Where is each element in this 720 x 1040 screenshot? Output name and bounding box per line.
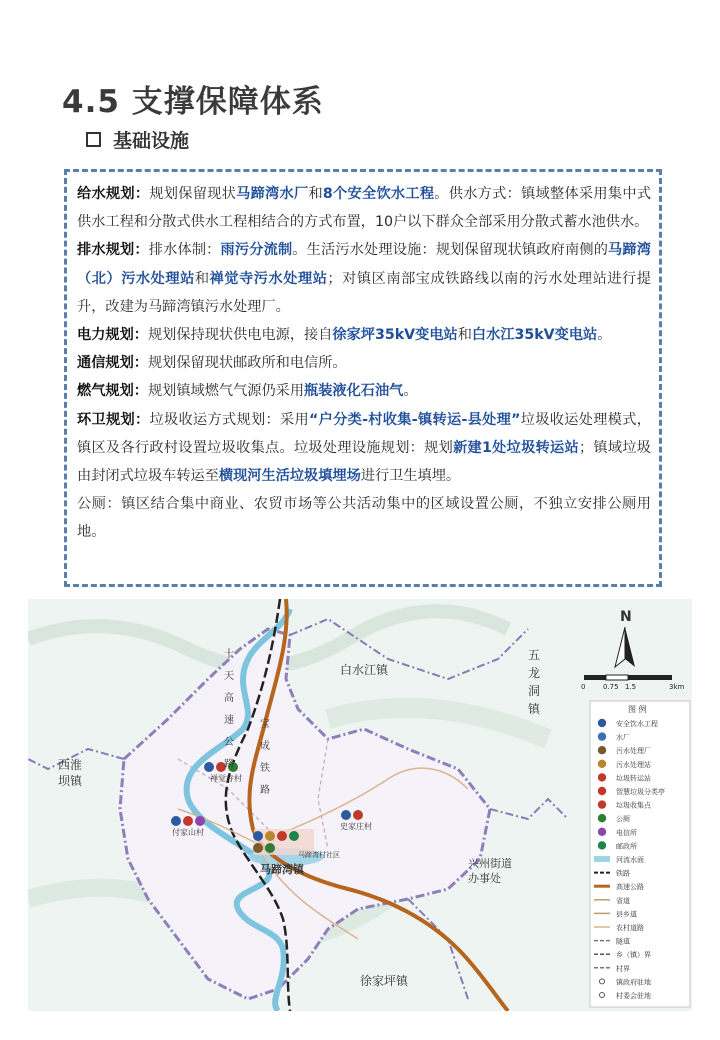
body-text: ；镇域垃圾由封闭式垃圾车转运至: [77, 439, 651, 485]
body-text: 。: [403, 383, 418, 400]
legend-symbol: [598, 773, 606, 781]
scale-tick-label: 0.75: [603, 683, 619, 691]
legend-symbol: [594, 856, 610, 862]
label-matiwan: 马蹄湾镇: [260, 863, 304, 876]
svg-text:龙: 龙: [528, 666, 541, 680]
paragraph-label: 给水规划：: [77, 186, 150, 202]
body-text: 规划镇域燃气气源仍采用: [147, 383, 305, 400]
svg-text:高: 高: [224, 693, 234, 704]
svg-text:宝: 宝: [260, 719, 270, 730]
legend-symbol: [598, 719, 606, 727]
paragraph-toilet: [77, 490, 651, 546]
legend-symbol: [598, 732, 606, 740]
paragraph-label: 环卫规划：: [77, 411, 150, 428]
legend-label: 村委会驻地: [616, 992, 651, 1000]
north-label: N: [620, 609, 632, 625]
paragraph-water: [77, 180, 651, 236]
highlight-text: 横现河生活垃圾填埋场: [218, 468, 361, 485]
infrastructure-map: [28, 599, 692, 1011]
legend-label: 农村道路: [616, 924, 644, 932]
highlight-text: 禅觉寺污水处理站: [209, 270, 328, 287]
legend: [590, 701, 690, 1007]
body-text: 排水体制：: [148, 242, 221, 259]
legend-label: 污水处理厂: [616, 747, 651, 756]
label-xujiaping: 徐家坪镇: [360, 974, 409, 988]
highlight-text: 马蹄湾（北）污水处理站: [77, 242, 651, 287]
label-shijiazhuang: 史家庄村: [340, 822, 372, 831]
infrastructure-text-box: [64, 169, 662, 587]
svg-text:公: 公: [224, 737, 234, 748]
legend-label: 电信所: [616, 828, 637, 837]
label-fujiashan: 付家山村: [172, 828, 204, 837]
legend-label: 安全饮水工程: [616, 720, 658, 728]
legend-label: 垃圾收集点: [616, 801, 651, 810]
svg-text:路: 路: [224, 759, 234, 770]
facility-marker-group-2: [171, 816, 205, 826]
body-text: ；对镇区南部宝成铁路线以南的污水处理站进行提升，改建为马蹄湾镇污水处理厂。: [77, 270, 651, 315]
highlight-text: 8个安全饮水工程: [322, 186, 435, 202]
legend-symbol: [598, 828, 606, 836]
svg-text:速: 速: [224, 715, 234, 726]
paragraph-label: 燃气规划：: [77, 383, 148, 400]
paragraph-drainage: [77, 236, 651, 321]
legend-symbol: [598, 787, 606, 795]
legend-symbol: [598, 814, 606, 822]
label-xihuaiba: 西淮坝镇: [58, 758, 83, 788]
paragraph-sanitation: [77, 406, 651, 491]
scale-tick-label: 3km: [669, 683, 685, 691]
body-text: 和: [194, 270, 210, 287]
svg-text:铁: 铁: [260, 763, 270, 774]
body-text: 和: [457, 327, 472, 344]
svg-text:五: 五: [528, 648, 541, 662]
legend-symbol: [598, 841, 606, 849]
body-text: 垃圾收运处理模式，镇区及各行政村设置垃圾收集点。垃圾处理设施规划：规划: [77, 411, 651, 456]
highlight-text: 徐家坪35kV变电站: [332, 327, 458, 344]
label-baishuijiang: 白水江镇: [340, 663, 389, 677]
body-text: 。生活污水处理设施：规划保留现状镇政府南侧的: [292, 242, 609, 259]
legend-label: 县乡道: [616, 910, 637, 919]
legend-item: [598, 828, 637, 837]
paragraph-telecom: [77, 349, 651, 377]
legend-title: 图 例: [628, 705, 647, 714]
legend-item: [598, 841, 637, 850]
highlight-text: 白水江35kV变电站: [471, 327, 598, 344]
legend-label: 邮政所: [616, 842, 637, 851]
svg-text:路: 路: [260, 785, 270, 796]
paragraph-label: 排水规划：: [77, 242, 149, 259]
body-text: 公厕：镇区结合集中商业、农贸市场等公共活动集中的区域设置公厕，不独立安排公厕用地。: [77, 496, 651, 541]
legend-label: 镇政府驻地: [616, 978, 651, 987]
highlight-text: 雨污分流制: [220, 242, 293, 259]
section-heading: [86, 126, 189, 153]
svg-text:十: 十: [224, 649, 234, 660]
page-title: 4.5 支撑保障体系: [62, 84, 324, 120]
legend-label: 污水处理站: [616, 760, 651, 769]
legend-label: 铁路: [616, 869, 630, 878]
paragraph-gas: [77, 377, 651, 405]
svg-text:天: 天: [224, 671, 234, 682]
scale-tick-label: 0: [581, 683, 586, 691]
legend-label: 高速公路: [616, 883, 644, 892]
paragraph-label: 电力规划：: [77, 327, 148, 344]
legend-label: 隧道: [616, 937, 630, 946]
body-text: 规划保持现状供电电源，接自: [147, 327, 333, 344]
body-text: 。供水方式：镇域整体采用集中式供水工程和分散式供水工程相结合的方式布置，10户以下群众全部采用分散式蓄水池供水。: [77, 186, 651, 231]
legend-symbol: [598, 800, 606, 808]
legend-label: 垃圾转运站: [616, 774, 651, 783]
body-text: 规划保留现状邮政所和电信所。: [147, 355, 347, 372]
paragraph-label: 通信规划：: [77, 355, 148, 372]
highlight-text: “户分类-村收集-镇转运-县处理”: [308, 411, 521, 428]
legend-symbol: [598, 746, 606, 754]
legend-label: 村界: [616, 964, 630, 973]
label-chanjuesi: 禅觉寺村: [210, 774, 242, 783]
svg-text:镇: 镇: [528, 702, 541, 716]
svg-text:成: 成: [260, 741, 270, 752]
body-text: 和: [308, 186, 323, 202]
highlight-text: 瓶装液化石油气: [304, 383, 404, 400]
highlight-text: 新建1处垃圾转运站: [453, 439, 579, 456]
legend-label: 乡（镇）界: [616, 951, 651, 960]
legend-label: 公厕: [616, 815, 630, 824]
label-matiwan-village: 马蹄湾村社区: [298, 851, 340, 859]
legend-label: 智慧垃圾分类亭: [616, 788, 665, 796]
legend-label: 省道: [616, 896, 630, 905]
scale-tick-label: 1.5: [625, 683, 637, 691]
body-text: 垃圾收运方式规划：采用: [149, 411, 309, 428]
svg-text:洞: 洞: [528, 684, 541, 698]
legend-symbol: [598, 760, 606, 768]
paragraph-power: [77, 321, 651, 349]
highlight-text: 马蹄湾水厂: [236, 186, 309, 202]
body-text: 进行卫生填埋。: [360, 468, 461, 485]
body-text: 。: [597, 327, 612, 344]
legend-label: 河流水面: [616, 856, 644, 864]
label-xingzhou: 兴州街道办事处: [468, 857, 512, 885]
body-text: 规划保留现状: [149, 186, 237, 202]
checkbox-square-icon: [86, 132, 101, 147]
legend-label: 水厂: [616, 733, 630, 742]
section-heading-label: 基础设施: [113, 130, 190, 152]
